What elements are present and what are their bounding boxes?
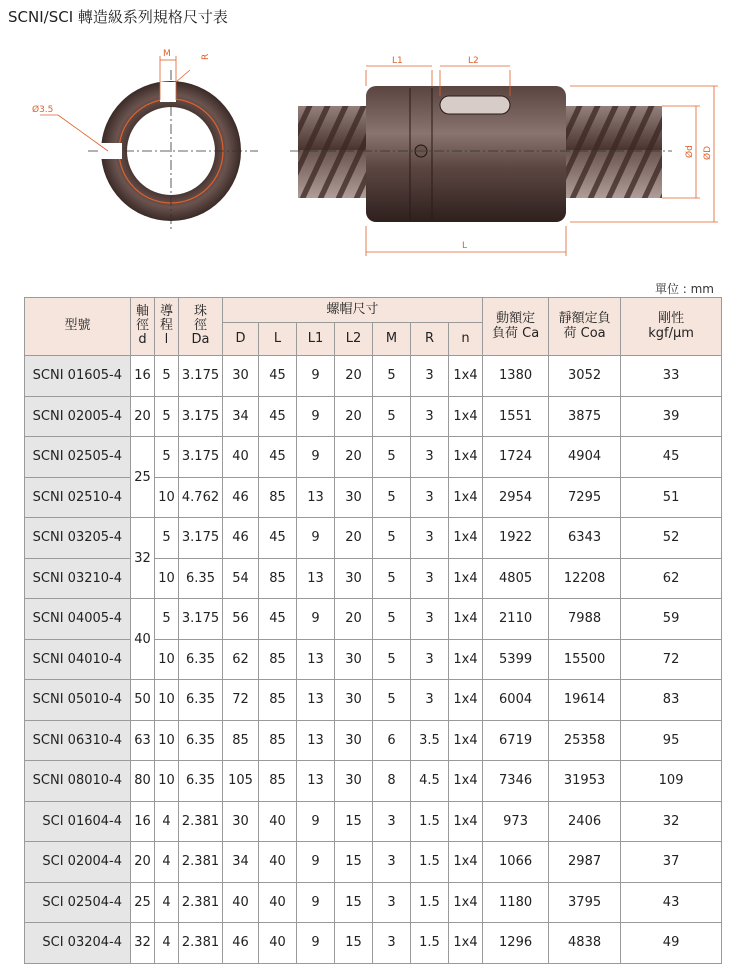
- cell-l: 5: [155, 518, 179, 559]
- cell-coa: 15500: [549, 639, 621, 680]
- cell-l1: 9: [297, 923, 335, 964]
- cell-da: 3.175: [179, 518, 223, 559]
- cell-da: 3.175: [179, 396, 223, 437]
- cell-l: 10: [155, 761, 179, 802]
- cell-model: SCI 02504-4: [25, 882, 131, 923]
- cell-r: 3: [411, 356, 449, 397]
- cell-r: 3: [411, 599, 449, 640]
- cell-m: 8: [373, 761, 411, 802]
- table-row: [25, 437, 722, 478]
- cell-l: 4: [155, 923, 179, 964]
- cell-coa: 3795: [549, 882, 621, 923]
- cell-r: 1.5: [411, 842, 449, 883]
- header-shaft-dia: 軸 徑 d: [131, 298, 155, 356]
- cell-l2: 15: [335, 842, 373, 883]
- cell-ca: 1551: [483, 396, 549, 437]
- cell-shaft-dia: 20: [131, 842, 155, 883]
- cell-model: SCI 01604-4: [25, 801, 131, 842]
- cell-l: 10: [155, 680, 179, 721]
- cell-n: 1x4: [449, 720, 483, 761]
- header-R: R: [411, 323, 449, 356]
- cell-r: 3: [411, 639, 449, 680]
- cell-ca: 1922: [483, 518, 549, 559]
- cell-l2: 15: [335, 801, 373, 842]
- table-row: [25, 518, 722, 559]
- cell-shaft-dia: 25: [131, 437, 155, 518]
- cell-l1: 13: [297, 761, 335, 802]
- cell-d: 30: [223, 356, 259, 397]
- cell-l: 10: [155, 477, 179, 518]
- cell-da: 4.762: [179, 477, 223, 518]
- cell-d: 34: [223, 842, 259, 883]
- table-row: [25, 882, 722, 923]
- cell-l2: 30: [335, 720, 373, 761]
- cell-l1: 13: [297, 558, 335, 599]
- cell-coa: 6343: [549, 518, 621, 559]
- cell-coa: 3875: [549, 396, 621, 437]
- cell-coa: 25358: [549, 720, 621, 761]
- header-static-load: 靜額定負 荷 Coa: [549, 298, 621, 356]
- cell-coa: 31953: [549, 761, 621, 802]
- cell-da: 6.35: [179, 558, 223, 599]
- cell-k: 37: [621, 842, 722, 883]
- cell-l2: 20: [335, 437, 373, 478]
- cell-ca: 973: [483, 801, 549, 842]
- header-L1: L1: [297, 323, 335, 356]
- cell-k: 95: [621, 720, 722, 761]
- cell-model: SCNI 03210-4: [25, 558, 131, 599]
- cell-l1: 9: [297, 801, 335, 842]
- cell-da: 6.35: [179, 761, 223, 802]
- cell-ca: 6004: [483, 680, 549, 721]
- cell-shaft-dia: 25: [131, 882, 155, 923]
- cell-m: 6: [373, 720, 411, 761]
- cell-k: 62: [621, 558, 722, 599]
- cell-model: SCI 02004-4: [25, 842, 131, 883]
- cell-model: SCNI 05010-4: [25, 680, 131, 721]
- cell-r: 3: [411, 477, 449, 518]
- ball-nut-drawing: [0, 30, 740, 270]
- cell-m: 3: [373, 842, 411, 883]
- cell-k: 43: [621, 882, 722, 923]
- cell-l1: 9: [297, 842, 335, 883]
- cell-m: 5: [373, 396, 411, 437]
- table-row: [25, 801, 722, 842]
- cell-l: 85: [259, 720, 297, 761]
- cell-l2: 15: [335, 882, 373, 923]
- cell-l2: 20: [335, 356, 373, 397]
- cell-d: 40: [223, 882, 259, 923]
- cell-model: SCNI 04005-4: [25, 599, 131, 640]
- table-row: [25, 923, 722, 964]
- cell-r: 3.5: [411, 720, 449, 761]
- header-M: M: [373, 323, 411, 356]
- unit-label: 單位 : mm: [654, 282, 714, 296]
- cell-l: 5: [155, 437, 179, 478]
- cell-m: 5: [373, 518, 411, 559]
- cell-l: 85: [259, 761, 297, 802]
- cell-ca: 2954: [483, 477, 549, 518]
- cell-l: 45: [259, 396, 297, 437]
- cell-coa: 7988: [549, 599, 621, 640]
- cell-l: 5: [155, 599, 179, 640]
- table-row: [25, 599, 722, 640]
- table-row: [25, 720, 722, 761]
- header-L2: L2: [335, 323, 373, 356]
- cell-d: 40: [223, 437, 259, 478]
- label-d-small: Ød: [685, 145, 695, 158]
- cell-n: 1x4: [449, 842, 483, 883]
- cell-k: 109: [621, 761, 722, 802]
- cell-coa: 2987: [549, 842, 621, 883]
- cell-l1: 13: [297, 639, 335, 680]
- table-row: [25, 558, 722, 599]
- cell-m: 5: [373, 437, 411, 478]
- cell-r: 1.5: [411, 923, 449, 964]
- cell-shaft-dia: 32: [131, 923, 155, 964]
- cell-n: 1x4: [449, 437, 483, 478]
- cell-r: 3: [411, 396, 449, 437]
- cell-n: 1x4: [449, 639, 483, 680]
- cell-coa: 4838: [549, 923, 621, 964]
- cell-da: 6.35: [179, 639, 223, 680]
- table-row: [25, 680, 722, 721]
- cell-model: SCNI 04010-4: [25, 639, 131, 680]
- cell-k: 52: [621, 518, 722, 559]
- cell-da: 2.381: [179, 923, 223, 964]
- page-title: SCNI/SCI 轉造級系列規格尺寸表: [8, 8, 228, 26]
- table-row: [25, 639, 722, 680]
- cell-d: 72: [223, 680, 259, 721]
- cell-l: 40: [259, 842, 297, 883]
- cell-l: 45: [259, 437, 297, 478]
- cell-l: 45: [259, 518, 297, 559]
- cell-da: 2.381: [179, 882, 223, 923]
- cell-shaft-dia: 16: [131, 801, 155, 842]
- cell-m: 5: [373, 599, 411, 640]
- cell-l: 40: [259, 882, 297, 923]
- cell-n: 1x4: [449, 518, 483, 559]
- cell-r: 1.5: [411, 882, 449, 923]
- cell-shaft-dia: 16: [131, 356, 155, 397]
- cell-d: 105: [223, 761, 259, 802]
- cell-m: 3: [373, 923, 411, 964]
- label-l: L: [462, 241, 468, 251]
- cell-d: 46: [223, 477, 259, 518]
- cell-r: 3: [411, 558, 449, 599]
- cell-model: SCNI 01605-4: [25, 356, 131, 397]
- cell-model: SCNI 06310-4: [25, 720, 131, 761]
- header-dynamic-load: 動額定 負荷 Ca: [483, 298, 549, 356]
- label-m: M: [163, 49, 171, 59]
- table-row: [25, 761, 722, 802]
- cell-l1: 13: [297, 720, 335, 761]
- cell-l1: 9: [297, 599, 335, 640]
- cell-l1: 9: [297, 882, 335, 923]
- header-lead: 導 程 l: [155, 298, 179, 356]
- cell-d: 46: [223, 923, 259, 964]
- cell-l1: 13: [297, 477, 335, 518]
- cell-k: 59: [621, 599, 722, 640]
- cell-ca: 1066: [483, 842, 549, 883]
- cell-l: 5: [155, 396, 179, 437]
- cell-ca: 1296: [483, 923, 549, 964]
- cell-da: 2.381: [179, 801, 223, 842]
- header-model: 型號: [25, 298, 131, 356]
- spec-table: [24, 297, 722, 964]
- cell-k: 72: [621, 639, 722, 680]
- cell-k: 33: [621, 356, 722, 397]
- header-nut-dimensions: 螺帽尺寸: [223, 298, 483, 323]
- label-l2: L2: [468, 56, 479, 66]
- cell-m: 5: [373, 639, 411, 680]
- cell-n: 1x4: [449, 356, 483, 397]
- cell-coa: 7295: [549, 477, 621, 518]
- cell-l: 4: [155, 882, 179, 923]
- label-l1: L1: [392, 56, 403, 66]
- cell-l: 40: [259, 801, 297, 842]
- cell-k: 51: [621, 477, 722, 518]
- cell-l2: 30: [335, 761, 373, 802]
- cell-ca: 1180: [483, 882, 549, 923]
- cell-m: 5: [373, 356, 411, 397]
- cell-k: 83: [621, 680, 722, 721]
- cell-r: 3: [411, 437, 449, 478]
- cell-l1: 9: [297, 396, 335, 437]
- cell-ca: 7346: [483, 761, 549, 802]
- cell-l: 40: [259, 923, 297, 964]
- header-stiffness: 剛性 kgf/μm: [621, 298, 722, 356]
- cell-n: 1x4: [449, 599, 483, 640]
- header-D: D: [223, 323, 259, 356]
- label-r: R: [201, 53, 211, 60]
- cell-n: 1x4: [449, 801, 483, 842]
- cell-l2: 30: [335, 558, 373, 599]
- cell-l: 85: [259, 639, 297, 680]
- cell-l: 85: [259, 558, 297, 599]
- cell-l1: 9: [297, 356, 335, 397]
- label-hole: Ø3.5: [32, 105, 54, 115]
- cell-model: SCI 03204-4: [25, 923, 131, 964]
- cell-r: 4.5: [411, 761, 449, 802]
- header-ball-dia: 珠 徑 Da: [179, 298, 223, 356]
- cell-ca: 4805: [483, 558, 549, 599]
- spec-table-body: [25, 356, 722, 964]
- cell-shaft-dia: 80: [131, 761, 155, 802]
- cell-r: 3: [411, 680, 449, 721]
- cell-ca: 1724: [483, 437, 549, 478]
- cell-coa: 3052: [549, 356, 621, 397]
- cell-l2: 20: [335, 599, 373, 640]
- cell-da: 6.35: [179, 680, 223, 721]
- cell-shaft-dia: 20: [131, 396, 155, 437]
- table-row: [25, 356, 722, 397]
- cell-l: 10: [155, 720, 179, 761]
- cell-l2: 30: [335, 639, 373, 680]
- cell-l: 85: [259, 680, 297, 721]
- cell-k: 45: [621, 437, 722, 478]
- cell-l1: 9: [297, 437, 335, 478]
- cell-r: 1.5: [411, 801, 449, 842]
- cell-d: 34: [223, 396, 259, 437]
- cell-l: 10: [155, 639, 179, 680]
- cell-shaft-dia: 50: [131, 680, 155, 721]
- cell-model: SCNI 03205-4: [25, 518, 131, 559]
- cell-l: 4: [155, 801, 179, 842]
- cell-m: 5: [373, 477, 411, 518]
- cell-m: 5: [373, 558, 411, 599]
- cell-m: 5: [373, 680, 411, 721]
- cell-r: 3: [411, 518, 449, 559]
- cell-l: 4: [155, 842, 179, 883]
- label-d-large: ØD: [703, 145, 713, 160]
- cell-da: 3.175: [179, 356, 223, 397]
- cell-m: 3: [373, 882, 411, 923]
- cell-l2: 15: [335, 923, 373, 964]
- cell-shaft-dia: 32: [131, 518, 155, 599]
- cell-ca: 5399: [483, 639, 549, 680]
- cell-d: 30: [223, 801, 259, 842]
- cell-l2: 30: [335, 680, 373, 721]
- cell-model: SCNI 02505-4: [25, 437, 131, 478]
- cell-da: 3.175: [179, 437, 223, 478]
- cell-d: 54: [223, 558, 259, 599]
- cell-n: 1x4: [449, 558, 483, 599]
- cell-m: 3: [373, 801, 411, 842]
- cell-da: 3.175: [179, 599, 223, 640]
- cell-l: 85: [259, 477, 297, 518]
- cell-ca: 1380: [483, 356, 549, 397]
- cell-l: 45: [259, 356, 297, 397]
- cell-ca: 2110: [483, 599, 549, 640]
- cell-model: SCNI 08010-4: [25, 761, 131, 802]
- cell-l: 5: [155, 356, 179, 397]
- cell-coa: 4904: [549, 437, 621, 478]
- cell-ca: 6719: [483, 720, 549, 761]
- cell-d: 85: [223, 720, 259, 761]
- cell-coa: 19614: [549, 680, 621, 721]
- cell-l1: 9: [297, 518, 335, 559]
- cell-l2: 30: [335, 477, 373, 518]
- table-row: [25, 396, 722, 437]
- cell-k: 49: [621, 923, 722, 964]
- cell-da: 2.381: [179, 842, 223, 883]
- table-row: [25, 842, 722, 883]
- cell-shaft-dia: 40: [131, 599, 155, 680]
- cell-model: SCNI 02005-4: [25, 396, 131, 437]
- side-view: [290, 56, 718, 256]
- cell-l2: 20: [335, 518, 373, 559]
- cell-l: 10: [155, 558, 179, 599]
- table-row: [25, 477, 722, 518]
- cell-k: 39: [621, 396, 722, 437]
- header-L: L: [259, 323, 297, 356]
- cell-n: 1x4: [449, 396, 483, 437]
- cell-coa: 12208: [549, 558, 621, 599]
- cell-d: 56: [223, 599, 259, 640]
- cell-n: 1x4: [449, 680, 483, 721]
- cell-model: SCNI 02510-4: [25, 477, 131, 518]
- cell-l: 45: [259, 599, 297, 640]
- cell-d: 46: [223, 518, 259, 559]
- front-view: [32, 49, 258, 230]
- cell-shaft-dia: 63: [131, 720, 155, 761]
- cell-k: 32: [621, 801, 722, 842]
- cell-l2: 20: [335, 396, 373, 437]
- cell-da: 6.35: [179, 720, 223, 761]
- cell-n: 1x4: [449, 882, 483, 923]
- cell-n: 1x4: [449, 477, 483, 518]
- cell-n: 1x4: [449, 923, 483, 964]
- header-n: n: [449, 323, 483, 356]
- cell-coa: 2406: [549, 801, 621, 842]
- cell-n: 1x4: [449, 761, 483, 802]
- cell-l1: 13: [297, 680, 335, 721]
- cell-d: 62: [223, 639, 259, 680]
